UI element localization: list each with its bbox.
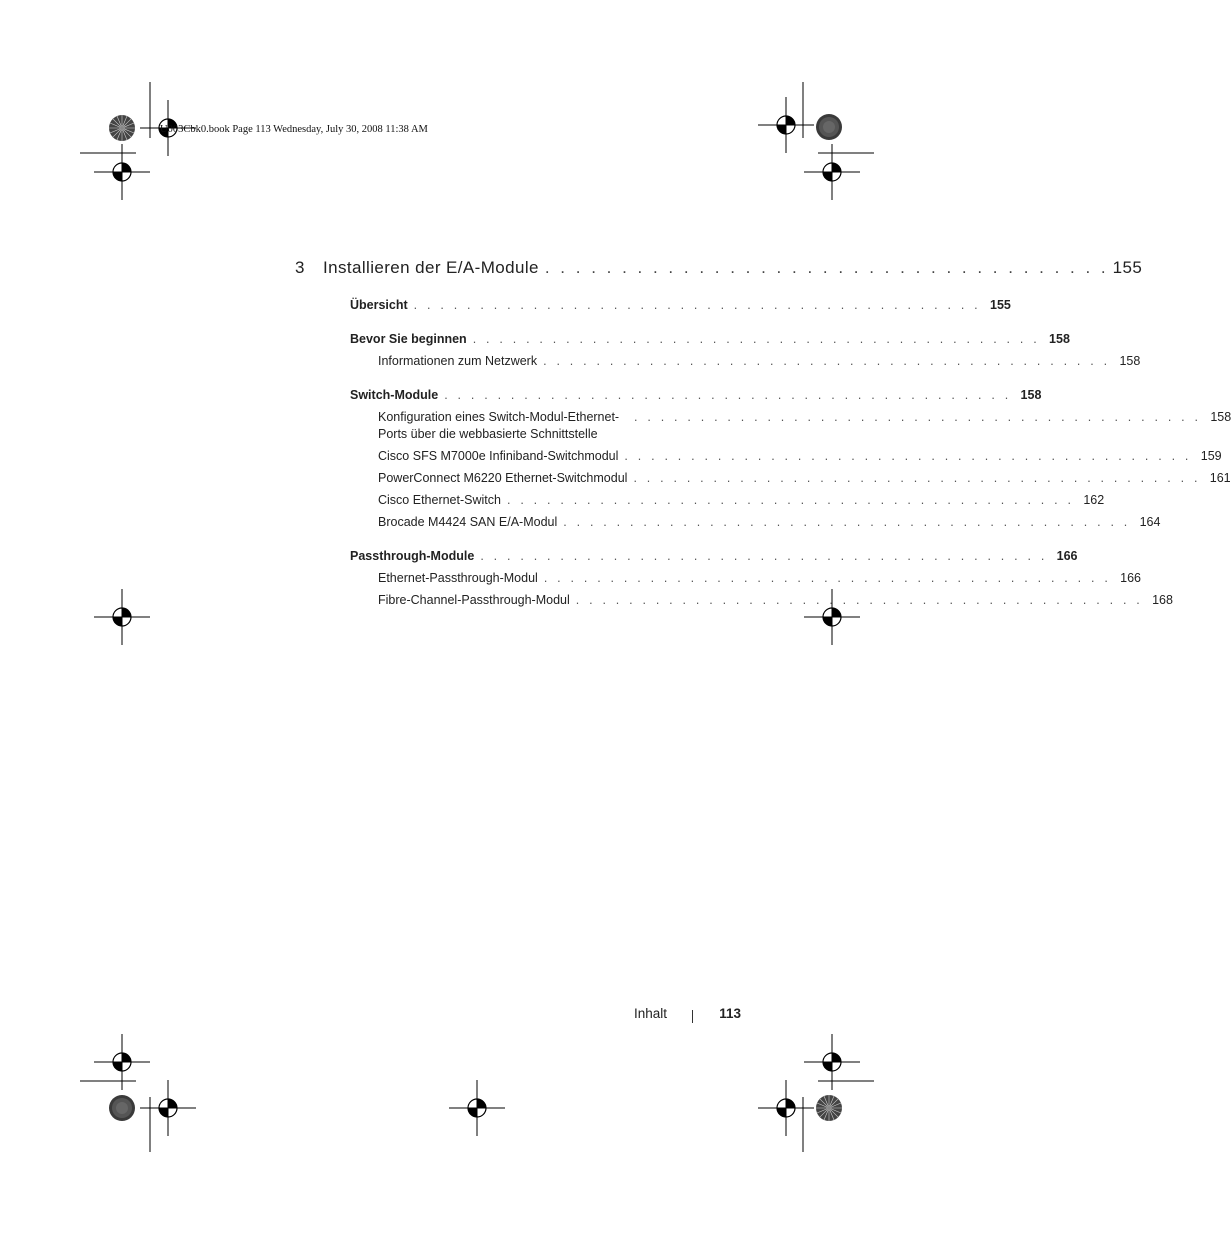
registration-dot-icon bbox=[816, 114, 842, 140]
registration-mark-icon bbox=[449, 1080, 505, 1136]
toc-entry-label: Brocade M4424 SAN E/A-Modul bbox=[378, 515, 558, 529]
toc-entry-page: 162 bbox=[1083, 493, 1105, 507]
toc-entry-label: Bevor Sie beginnen bbox=[350, 332, 467, 346]
toc-entry-page: 158 bbox=[1049, 332, 1070, 346]
chapter-heading bbox=[295, 258, 1143, 278]
leader-dots: . . . . . . . . . . . . . . . . . . . . . . . . . . . . . . . . . . . . . . . . . . . bbox=[506, 493, 1075, 507]
leader-dots: . . . . . . . . . . . . . . . . . . . . . . . . . . . . . . . . . . . . . . . . . . . bbox=[413, 298, 981, 312]
leader-dots: . . . . . . . . . . . . . . . . . . . . . . . . . . . . . . . . . . . . . . . . . . . bbox=[563, 515, 1131, 529]
footer-divider bbox=[692, 1010, 693, 1023]
toc-entry-page: 164 bbox=[1139, 515, 1161, 529]
leader-dots: . . . . . . . . . . . . . . . . . . . . . . . . . . . . . . . . . . . . . bbox=[544, 258, 1109, 277]
toc-entry-label: Ethernet-Passthrough-Modul bbox=[378, 571, 538, 585]
table-of-contents bbox=[350, 294, 1231, 611]
toc-entry-label: Informationen zum Netzwerk bbox=[378, 354, 538, 368]
registration-star-icon bbox=[816, 1095, 842, 1121]
toc-entry-label: Konfiguration eines Switch-Modul-Ethernet-Ports über die webbasierte Schnittstelle bbox=[378, 410, 620, 441]
toc-entry bbox=[350, 350, 1141, 372]
chapter-number: 3 bbox=[295, 258, 305, 277]
leader-dots: . . . . . . . . . . . . . . . . . . . . . . . . . . . . . . . . . . . . . . . . . . . bbox=[633, 471, 1201, 485]
toc-entry-page: 161 bbox=[1209, 471, 1231, 485]
toc-entry-label: PowerConnect M6220 Ethernet-Switchmodul bbox=[378, 471, 628, 485]
toc-entry-label: Cisco Ethernet-Switch bbox=[378, 493, 501, 507]
leader-dots: . . . . . . . . . . . . . . . . . . . . . . . . . . . . . . . . . . . . . . . . . . . bbox=[624, 449, 1192, 463]
leader-dots: . . . . . . . . . . . . . . . . . . . . . . . . . . . . . . . . . . . . . . . . . . . bbox=[543, 571, 1112, 585]
toc-entry bbox=[350, 489, 1105, 511]
toc-entry-label: Cisco SFS M7000e Infiniband-Switchmodul bbox=[378, 449, 619, 463]
toc-entry bbox=[350, 406, 1231, 445]
toc-entry-label: Übersicht bbox=[350, 298, 408, 312]
page-number: 113 bbox=[719, 1006, 741, 1021]
toc-entry bbox=[350, 328, 1070, 350]
registration-mark-icon bbox=[758, 97, 814, 153]
toc-entry bbox=[350, 589, 1173, 611]
toc-entry-page: 166 bbox=[1056, 549, 1078, 563]
chapter-page: 155 bbox=[1112, 258, 1143, 277]
registration-mark-icon bbox=[94, 1034, 150, 1090]
toc-entry bbox=[350, 384, 1042, 406]
leader-dots: . . . . . . . . . . . . . . . . . . . . . . . . . . . . . . . . . . . . . . . . . . . bbox=[480, 549, 1048, 563]
toc-entry-page: 158 bbox=[1020, 388, 1042, 402]
toc-entry-page: 159 bbox=[1200, 449, 1222, 463]
toc-entry bbox=[350, 511, 1161, 533]
registration-mark-icon bbox=[804, 1034, 860, 1090]
leader-dots: . . . . . . . . . . . . . . . . . . . . . . . . . . . . . . . . . . . . . . . . . . . bbox=[472, 332, 1040, 346]
toc-entry bbox=[350, 545, 1078, 567]
toc-entry-label: Fibre-Channel-Passthrough-Modul bbox=[378, 593, 570, 607]
leader-dots: . . . . . . . . . . . . . . . . . . . . . . . . . . . . . . . . . . . . . . . . . . . bbox=[444, 388, 1012, 402]
footer-section: Inhalt bbox=[633, 1006, 667, 1021]
toc-entry-page: 155 bbox=[990, 298, 1011, 312]
registration-mark-icon bbox=[94, 144, 150, 200]
registration-mark-icon bbox=[804, 144, 860, 200]
toc-entry bbox=[350, 294, 1011, 316]
toc-entry-page: 166 bbox=[1120, 571, 1142, 585]
registration-mark-icon bbox=[758, 1080, 814, 1136]
toc-entry bbox=[350, 567, 1142, 589]
print-slug: U003Cbk0.book Page 113 Wednesday, July 30, 2008 11:38 AM bbox=[160, 124, 428, 135]
toc-entry bbox=[350, 467, 1231, 489]
toc-entry-page: 158 bbox=[1119, 354, 1141, 368]
leader-dots: . . . . . . . . . . . . . . . . . . . . . . . . . . . . . . . . . . . . . . . . . . . bbox=[634, 410, 1202, 424]
leader-dots: . . . . . . . . . . . . . . . . . . . . . . . . . . . . . . . . . . . . . . . . . . . bbox=[543, 354, 1111, 368]
registration-dot-icon bbox=[109, 1095, 135, 1121]
registration-star-icon bbox=[109, 115, 135, 141]
registration-mark-icon bbox=[140, 1080, 196, 1136]
registration-mark-icon bbox=[94, 589, 150, 645]
leader-dots: . . . . . . . . . . . . . . . . . . . . . . . . . . . . . . . . . . . . . . . . . . . bbox=[575, 593, 1143, 607]
chapter-title: Installieren der E/A-Module bbox=[323, 258, 539, 277]
toc-entry-page: 158 bbox=[1210, 410, 1231, 424]
toc-entry-label: Passthrough-Module bbox=[350, 549, 475, 563]
toc-entry bbox=[350, 445, 1222, 467]
toc-entry-label: Switch-Module bbox=[350, 388, 439, 402]
toc-entry-page: 168 bbox=[1152, 593, 1173, 607]
